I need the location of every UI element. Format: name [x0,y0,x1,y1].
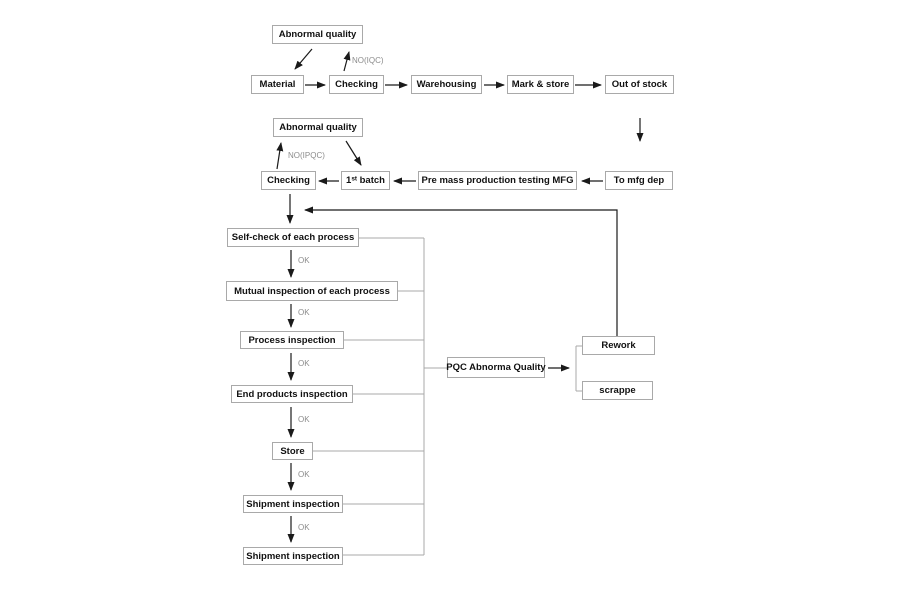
node-mark-and-store: Mark & store [507,75,574,94]
node-self-check: Self-check of each process [227,228,359,247]
arrow-checking-to-abnormal-top [344,52,349,71]
node-warehousing: Warehousing [411,75,482,94]
node-first-batch: 1ˢᵗ batch [341,171,390,190]
node-pqc-abnormal-quality: PQC Abnorma Quality [447,357,545,378]
node-scrappe: scrappe [582,381,653,400]
edge-label-no-ipqc: NO(IPQC) [288,151,325,160]
arrow-abnormal-top-to-material [295,49,312,69]
node-to-mfg-dep: To mfg dep [605,171,673,190]
node-abnormal-quality-top: Abnormal quality [272,25,363,44]
node-shipment-inspection-2: Shipment inspection [243,547,343,565]
edge-label-ok-1: OK [298,256,310,265]
edge-label-ok-5: OK [298,470,310,479]
node-rework: Rework [582,336,655,355]
edge-label-ok-3: OK [298,359,310,368]
node-end-products-inspection: End products inspection [231,385,353,403]
node-store: Store [272,442,313,460]
edge-label-ok-2: OK [298,308,310,317]
node-checking-top: Checking [329,75,384,94]
node-material: Material [251,75,304,94]
node-pre-mass-production: Pre mass production testing MFG [418,171,577,190]
edge-label-ok-6: OK [298,523,310,532]
arrow-abnormal-mid-to-firstbatch [346,141,361,165]
node-mutual-inspection: Mutual inspection of each process [226,281,398,301]
edge-label-no-iqc: NO(IQC) [352,56,384,65]
node-checking-mid: Checking [261,171,316,190]
edge-label-ok-4: OK [298,415,310,424]
node-abnormal-quality-mid: Abnormal quality [273,118,363,137]
arrow-checking-to-abnormal-mid [277,143,281,169]
node-out-of-stock: Out of stock [605,75,674,94]
node-shipment-inspection-1: Shipment inspection [243,495,343,513]
node-process-inspection: Process inspection [240,331,344,349]
